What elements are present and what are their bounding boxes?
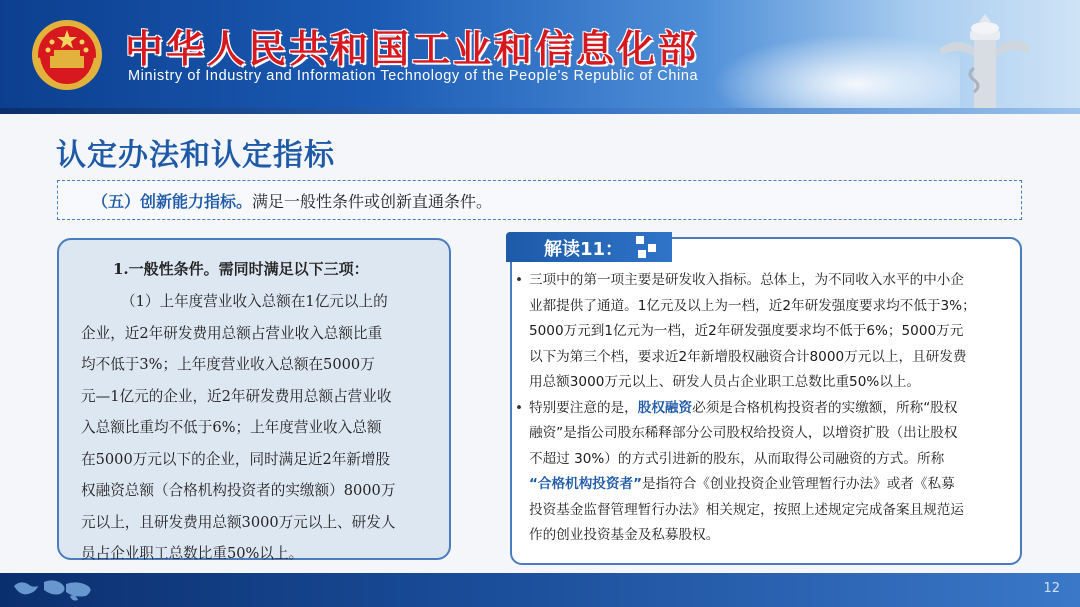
bullet-line bbox=[515, 396, 1015, 422]
world-map-icon bbox=[10, 576, 100, 604]
panel-heading: 1.一般性条件。需同时满足以下三项： bbox=[113, 260, 369, 278]
bullet-line: 不超过 30%）的方式引进新的股东，从而取得公司融资的方式。所称 bbox=[529, 450, 945, 467]
interpretation-body bbox=[515, 268, 1015, 549]
bullet-text: 必须是合格机构投资者的实缴额，所称“股权 bbox=[692, 399, 958, 416]
page-number: 12 bbox=[1043, 581, 1060, 596]
bullet-text: 特别要注意的是， bbox=[529, 399, 638, 416]
subtitle-highlight: （五）创新能力指标。 bbox=[92, 192, 253, 211]
bullet-line bbox=[515, 472, 1015, 498]
subtitle-bar bbox=[57, 180, 1022, 220]
general-conditions-panel bbox=[57, 238, 451, 560]
footer-bar bbox=[0, 573, 1080, 607]
bullet-line: 融资”是指公司股东稀释部分公司股权给投资人，以增资扩股（出让股权 bbox=[529, 425, 958, 441]
panel-line: 均不低于3%；上年度营业收入总额在5000万 bbox=[81, 356, 375, 373]
panel-line: 元—1亿元的企业，近2年研发费用总额占营业收 bbox=[81, 387, 392, 405]
bullet-line: 作的创业投资基金及私募股权。 bbox=[529, 527, 720, 543]
panel-body bbox=[81, 286, 439, 570]
interpretation-tag bbox=[506, 232, 672, 262]
national-emblem-icon bbox=[30, 18, 104, 92]
panel-line: 企业，近2年研发费用总额占营业收入总额比重 bbox=[81, 324, 383, 342]
equity-financing-term: 股权融资 bbox=[637, 399, 693, 416]
panel-line: （1）上年度营业收入总额在1亿元以上的 bbox=[121, 293, 388, 310]
panel-line: 在5000万元以下的企业，同时满足近2年新增股 bbox=[81, 450, 391, 468]
cloud-decoration bbox=[700, 30, 960, 114]
bullet-text: 是指符合《创业投资企业管理暂行办法》或者《私募 bbox=[642, 476, 955, 492]
ministry-name-en: Ministry of Industry and Information Technology of the People's Republic of China bbox=[128, 68, 699, 84]
header-banner bbox=[0, 0, 1080, 114]
bullet-line: 用总额3000万元以上、研发人员占企业职工总数比重50%以上。 bbox=[529, 374, 921, 390]
subtitle-rest: 满足一般性条件或创新直通条件。 bbox=[252, 192, 493, 211]
bullet-line: 以下为第三个档，要求近2年新增股权融资合计8000万元以上，且研发费 bbox=[529, 348, 967, 365]
tag-label: 解读11： bbox=[544, 239, 624, 260]
bullet-line: • 三项中的第一项主要是研发收入指标。总体上，为不同收入水平的中小企 bbox=[515, 268, 1015, 294]
panel-line: 员占企业职工总数比重50%以上。 bbox=[81, 545, 304, 562]
bullet-line: 业都提供了通道。1亿元及以上为一档，近2年研发强度要求均不低于3%； bbox=[529, 297, 976, 314]
bullet-line: 投资基金监督管理暂行办法》相关规定，按照上述规定完成备案且规范运 bbox=[529, 501, 964, 518]
panel-line: 入总额比重均不低于6%；上年度营业收入总额 bbox=[81, 419, 382, 436]
huabiao-pillar-icon bbox=[930, 8, 1040, 114]
ministry-name-cn: 中华人民共和国工业和信息化部 bbox=[125, 26, 700, 71]
bullet-line: 5000万元到1亿元为一档，近2年研发强度要求均不低于6%；5000万元 bbox=[529, 323, 964, 339]
slide-title: 认定办法和认定指标 bbox=[56, 138, 335, 173]
qualified-investor-term: “合格机构投资者” bbox=[529, 476, 643, 492]
subtitle-text bbox=[92, 189, 492, 212]
panel-line: 权融资总额（合格机构投资者的实缴额）8000万 bbox=[81, 482, 396, 499]
panel-line: 元以上，且研发费用总额3000万元以上、研发人 bbox=[81, 513, 396, 531]
